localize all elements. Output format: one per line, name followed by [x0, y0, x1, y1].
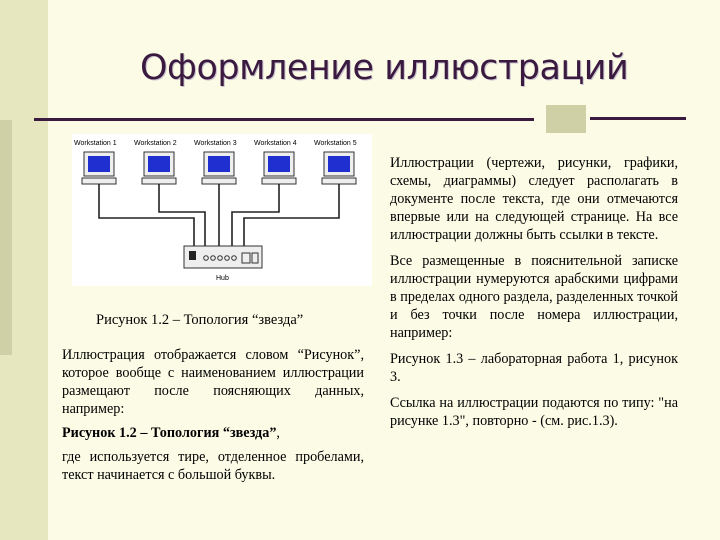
workstation-label-3: Workstation 3 — [194, 140, 237, 147]
right-text-block — [390, 154, 678, 438]
hub-label: Hub — [216, 275, 229, 282]
title-rule-block — [546, 105, 586, 133]
workstation-label-5: Workstation 5 — [314, 140, 357, 147]
slide-title: Оформление иллюстраций — [140, 48, 629, 88]
title-underline — [34, 118, 534, 121]
hub-icon — [184, 246, 262, 268]
computer-icon-3 — [202, 152, 236, 184]
workstation-label-4: Workstation 4 — [254, 140, 297, 147]
star-topology-diagram — [72, 134, 372, 286]
left-decor-bar-dark — [0, 120, 12, 355]
workstation-label-1: Workstation 1 — [74, 140, 117, 147]
figure-caption: Рисунок 1.2 – Топология “звезда” — [96, 312, 304, 328]
right-paragraph-3: Рисунок 1.3 – лабораторная работа 1, рисунок 3. — [390, 351, 678, 385]
right-paragraph-1: Иллюстрации (чертежи, рисунки, графики, схемы, диаграммы) следует располагать в документе после текста, где они отмечаются впервые или на следующей странице. На все иллюстрации должны быть ссылки в тексте. — [390, 155, 678, 243]
left-text-block — [62, 346, 364, 490]
left-paragraph-3: где используется тире, отделенное пробелами, текст начинается с большой буквы. — [62, 449, 364, 483]
computer-icon-5 — [322, 152, 356, 184]
right-paragraph-2: Все размещенные в пояснительной записке иллюстрации нумеруются арабскими цифрами в пределах одного раздела, разделенных точкой и без точки после номера иллюстрации, например: — [390, 253, 678, 341]
right-paragraph-4: Ссылка на иллюстрации подаются по типу: "на рисунке 1.3", повторно - (см. рис.1.3). — [390, 395, 678, 429]
figure-example-bold: Рисунок 1.2 – Топология “звезда” — [62, 425, 277, 441]
workstation-label-2: Workstation 2 — [134, 140, 177, 147]
left-paragraph-1: Иллюстрация отображается словом “Рисунок”, которое вообще с наименованием иллюстрации размещают после поясняющих данных, например: — [62, 347, 364, 417]
computer-icon-2 — [142, 152, 176, 184]
network-cables — [99, 184, 339, 246]
computer-icon-4 — [262, 152, 296, 184]
computer-icon-1 — [82, 152, 116, 184]
left-paragraph-2 — [62, 424, 364, 442]
figure-example-suffix: , — [276, 425, 280, 441]
title-underline-right — [590, 117, 686, 120]
